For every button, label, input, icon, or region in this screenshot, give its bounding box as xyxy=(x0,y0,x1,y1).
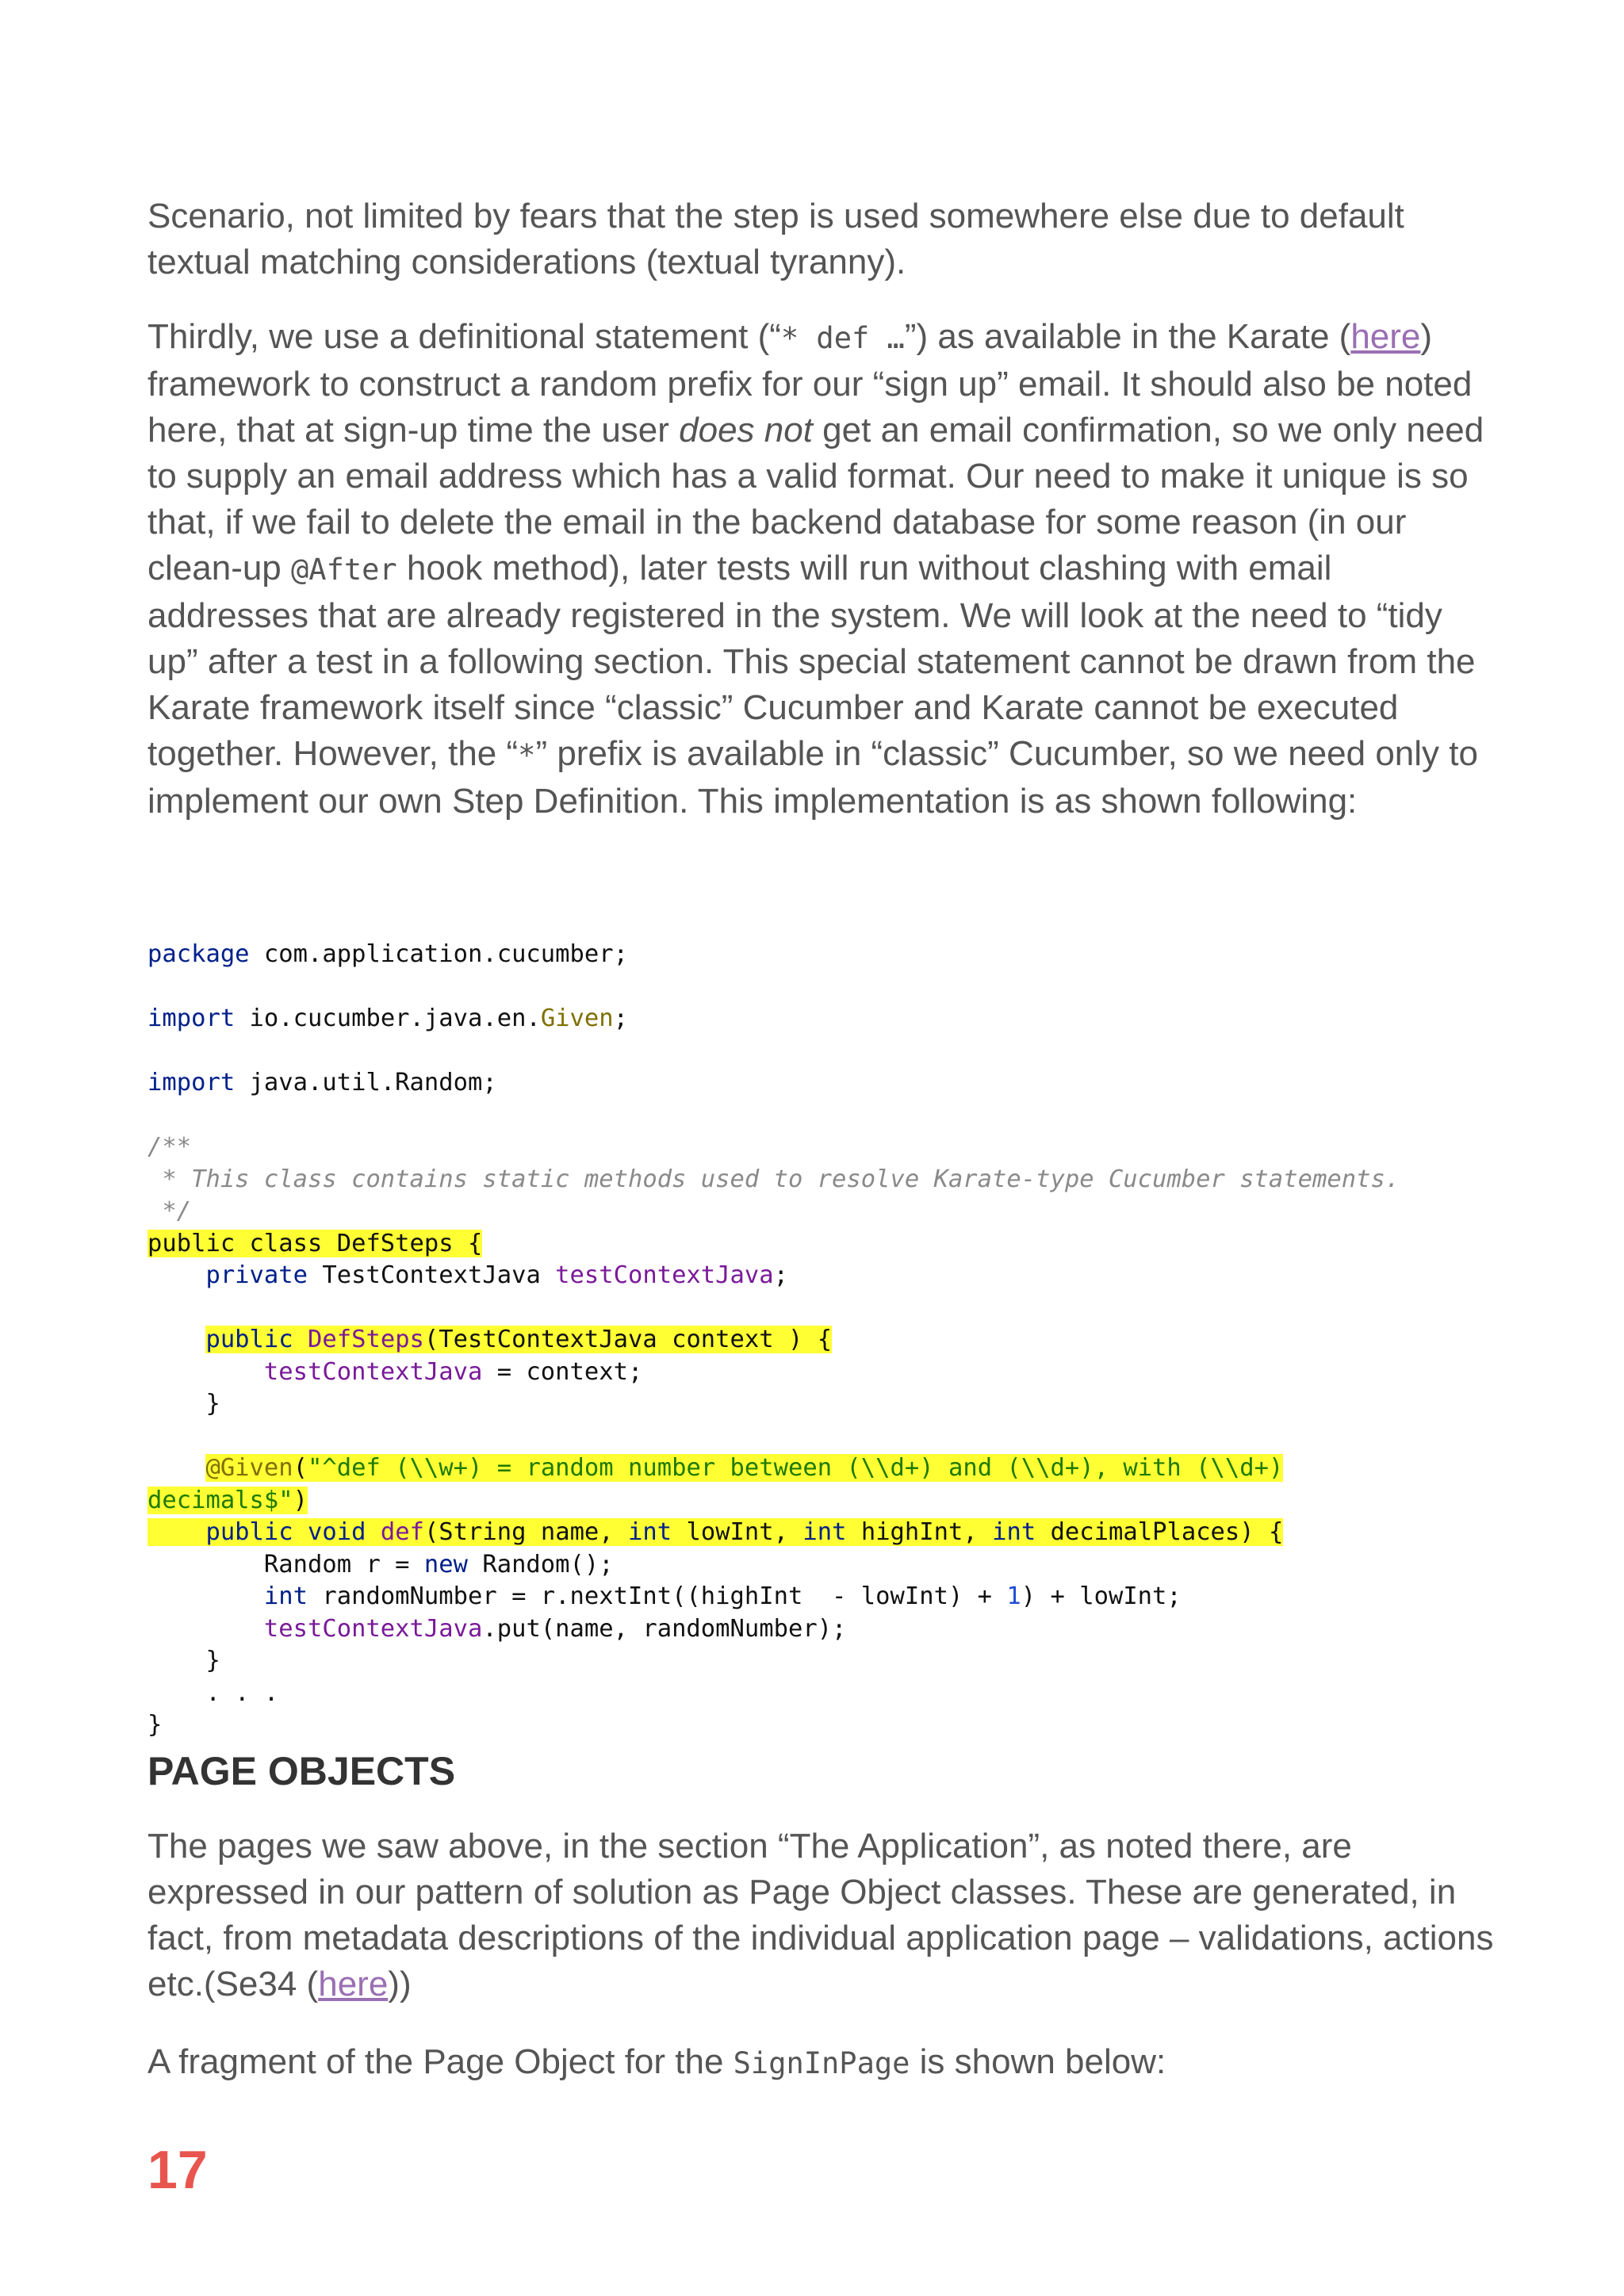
code-line: } xyxy=(147,1647,220,1674)
code-block-defsteps xyxy=(147,939,1400,1742)
code-line xyxy=(147,1292,1400,1325)
code-line: . . . xyxy=(147,1678,279,1707)
code-line: * This class contains static methods used to resolve Karate-type Cucumber statements. xyxy=(147,1165,1400,1193)
code-line: public void def(String name, int lowInt, int highInt, int decimalPlaces) { xyxy=(147,1517,1400,1549)
code-line: import java.util.Random; xyxy=(147,1069,497,1096)
inline-code-after: @After xyxy=(291,553,397,587)
code-line xyxy=(147,1035,1400,1068)
code-line: */ xyxy=(147,1197,192,1225)
section-heading: PAGE OBJECTS xyxy=(147,1749,456,1793)
code-line: } xyxy=(147,1390,220,1418)
page-number: 17 xyxy=(147,2140,208,2200)
paragraph-page-objects: The pages we saw above, in the section “The Application”, as noted there, are expressed in our pattern of solution as Page Object classes. These are generated, in fact, from metadata descriptions of the individual application page – validations, actions etc.(Se34 (here)) xyxy=(147,1827,1494,2003)
paragraph-fragment: A fragment of the Page Object for the SignInPage is shown below: xyxy=(147,2042,1166,2081)
karate-here-link[interactable]: here xyxy=(1350,317,1421,356)
code-line: decimals$") xyxy=(147,1486,308,1514)
code-line: public class DefSteps { xyxy=(147,1229,483,1257)
code-line: import io.cucumber.java.en.Given; xyxy=(147,1004,629,1032)
code-line: private TestContextJava testContextJava; xyxy=(205,1261,788,1289)
code-line: } xyxy=(147,1711,163,1739)
paragraph-thirdly: Thirdly, we use a definitional statement (“* def …”) as available in the Karate (here) framework to construct a random prefix for our “sign up” email. It should also be noted here, that at sign-up time the user does not get an email confirmation, so we only need to supply an email address which has a valid format. Our need to make it unique is so that, if we fail to delete the email in the backend database for some reason (in our clean-up @After hook method), later tests will run without clashing with email addresses that are already registered in the system. We will look at the need to “tidy up” after a test in a following section. This special statement cannot be drawn from the Karate framework itself since “classic” Cucumber and Karate cannot be executed together. However, the “*” prefix is available in “classic” Cucumber, so we need only to implement our own Step Definition. This implementation is as shown following: xyxy=(147,317,1484,821)
code-line: Random r = new Random(); xyxy=(147,1550,614,1578)
code-line xyxy=(147,1100,1400,1132)
code-line xyxy=(147,971,1400,1004)
paragraph-scenario: Scenario, not limited by fears that the step is used somewhere else due to default textual matching considerations (textual tyranny). xyxy=(147,197,1404,281)
inline-code-signinpage: SignInPage xyxy=(733,2046,910,2080)
code-line: testContextJava.put(name, randomNumber); xyxy=(263,1614,847,1643)
code-line: testContextJava = context; xyxy=(263,1357,643,1386)
code-line: int randomNumber = r.nextInt((highInt - lowInt) + 1) + lowInt; xyxy=(263,1582,1182,1610)
emphasis-does-not: does not xyxy=(679,411,813,450)
se34-here-link[interactable]: here xyxy=(318,1965,389,2003)
inline-code-def: * def … xyxy=(780,321,905,355)
code-line: package com.application.cucumber; xyxy=(147,940,628,968)
code-line: /** xyxy=(147,1133,192,1161)
code-line xyxy=(147,1421,1400,1453)
code-line: public DefSteps(TestContextJava context ) { xyxy=(205,1326,833,1353)
code-line: @Given("^def (\\w+) = random number between (\\d+) and (\\d+), with (\\d+) xyxy=(205,1454,1284,1482)
inline-code-star: * xyxy=(518,738,536,772)
